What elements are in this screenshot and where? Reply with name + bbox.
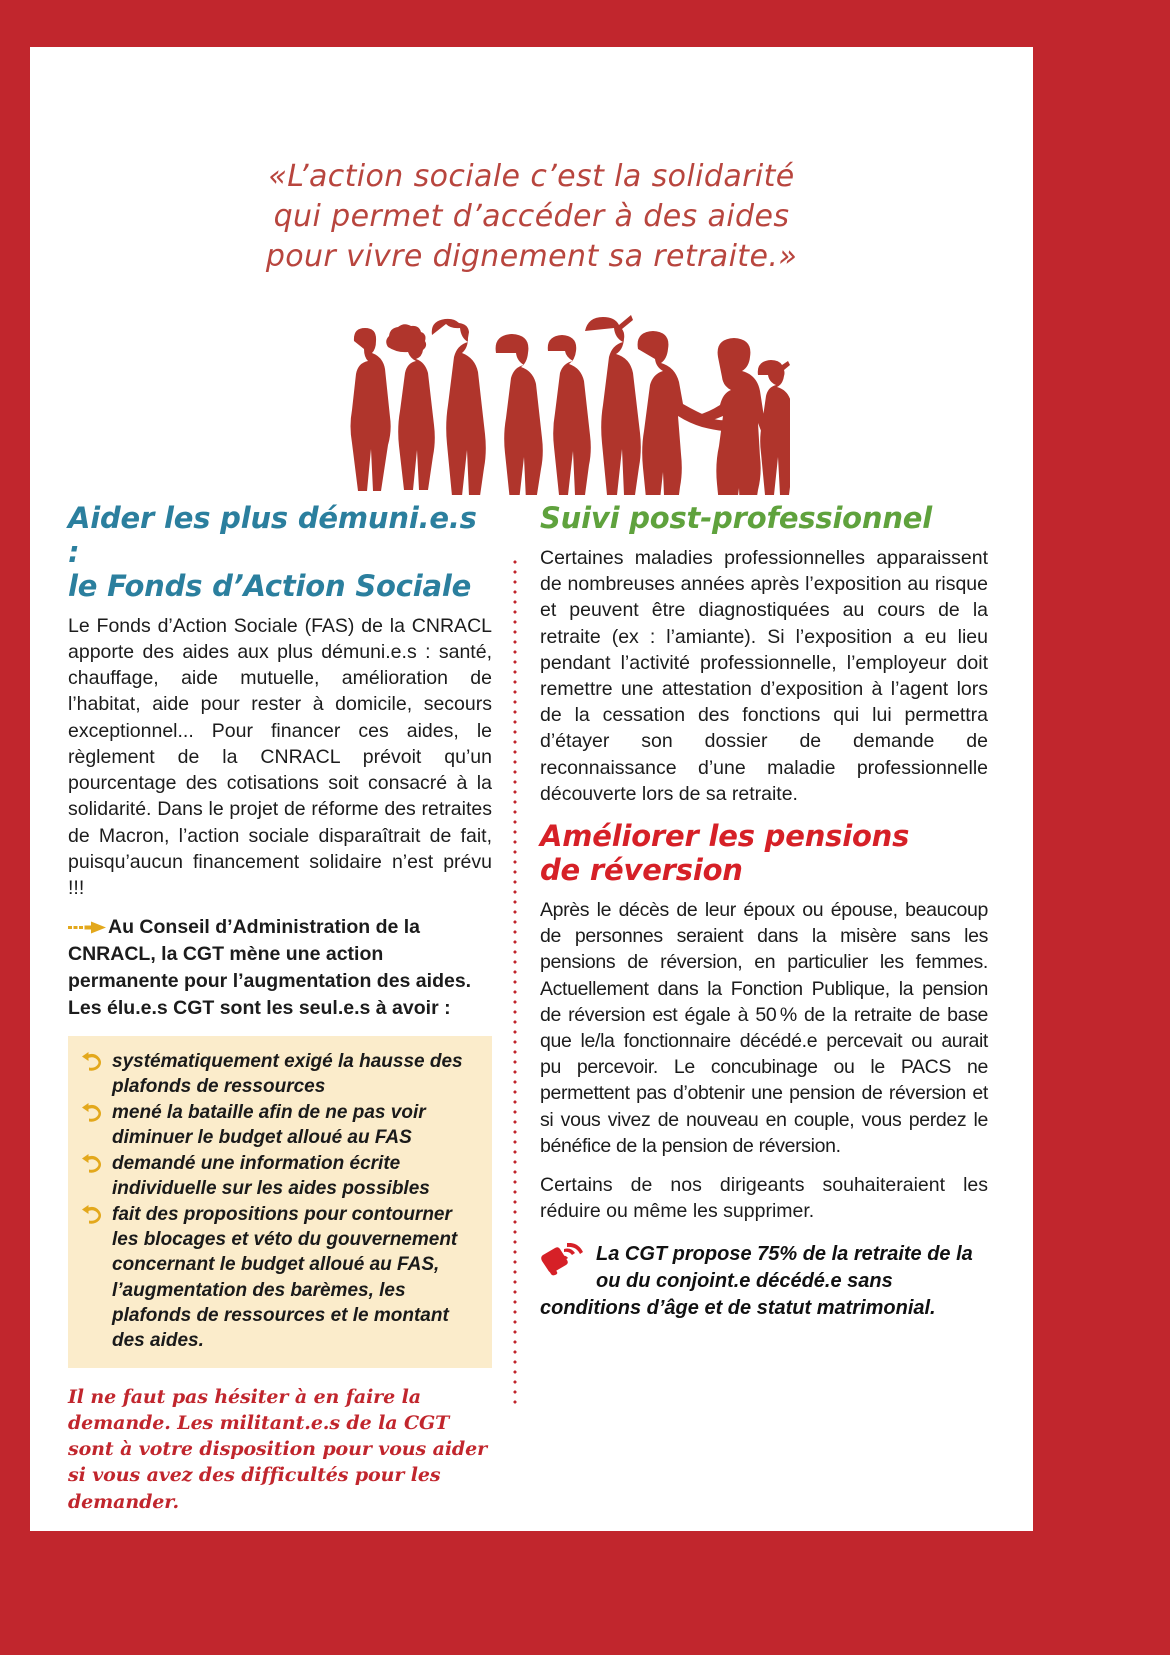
list-item	[82, 1049, 478, 1099]
article-columns	[30, 501, 1033, 1513]
list-item-text: mené la bataille afin de ne pas voir diminuer le budget alloué au FAS	[112, 1101, 426, 1149]
pull-quote-line-1: «L’action sociale c’est la solidarité	[268, 159, 795, 194]
paragraph-dirigeants: Certains de nos dirigeants souhaiteraient les réduire ou même les supprimer.	[540, 1174, 988, 1223]
arrow-right-icon	[68, 915, 106, 928]
cgt-proposal-text: La CGT propose 75% de la retraite de la ou du conjoint.e décédé.e sans conditions d’âge et de statut matrimonial.	[540, 1242, 973, 1319]
cgt-proposal-block	[540, 1241, 988, 1323]
pull-quote-line-3: pour vivre dignement sa retraite.»	[265, 238, 798, 274]
cgt-achievements-list	[82, 1049, 478, 1353]
heading-line-2: de réversion	[540, 853, 743, 888]
list-item	[82, 1100, 478, 1150]
callout-text: Au Conseil d’Administration de la CNRACL, la CGT mène une action permanente pour l’augmentation des aides. Les élu.e.s CGT sont les seul.e.s à avoir :	[68, 916, 472, 1019]
dotted-divider	[513, 557, 517, 1407]
cgt-achievements-box	[68, 1036, 492, 1368]
heading-line-1: Aider les plus démuni.e.s :	[68, 501, 477, 569]
list-item	[82, 1151, 478, 1201]
callout-conseil-administration	[68, 914, 492, 1022]
red-closing-note: Il ne faut pas hésiter à en faire la demande. Les militant.e.s de la CGT sont à votre disposition pour vous aider si vous avez des difficultés pour les demander.	[68, 1385, 488, 1513]
heading-line-2: le Fonds d’Action Sociale	[68, 568, 472, 603]
heading-ameliorer-pensions-reversion	[540, 820, 988, 888]
list-item	[82, 1202, 478, 1352]
list-item-text: demandé une information écrite individuelle sur les aides possibles	[112, 1153, 430, 1200]
curved-arrow-icon	[82, 1154, 103, 1173]
curved-arrow-icon	[82, 1205, 103, 1224]
curved-arrow-icon	[82, 1052, 103, 1071]
heading-suivi-post-professionnel: Suivi post-professionnel	[540, 501, 933, 535]
pull-quote	[30, 157, 1033, 277]
pull-quote-line-2: qui permet d’accéder à des aides	[273, 198, 790, 234]
paragraph-pensions-reversion: Après le décès de leur époux ou épouse, beaucoup de personnes seraient dans la misère sans les pensions de réversion, en particulier les femmes. Actuellement dans la Fonction Publique, la pension de réversion est égale à 50 % de la retraite de base que le/la fonctionnaire décédé.e percevait ou aurait pu percevoir. Le concubinage ou le PACS ne permettent pas d’obtenir une pension de réversion et si vous vivez de nouveau en couple, vous perdez le bénéfice de la pension de réversion.	[540, 898, 988, 1157]
megaphone-icon	[540, 1243, 586, 1277]
column-divider-wrapper	[500, 502, 528, 1432]
paragraph-suivi-post-professionnel: Certaines maladies professionnelles apparaissent de nombreuses années après l’exposition au risque et peuvent être diagnostiquées au cours de la retraite (ex : l’amiante). Si l’exposition a eu lieu pendant l’activité professionnelle, l’employeur doit remettre une attestation d’exposition à l’agent lors de la cessation des fonctions qui lui permettra d’étayer son dossier de demande de reconnaissance d’une maladie professionnelle découverte lors de sa retraite.	[540, 546, 988, 805]
list-item-text: systématiquement exigé la hausse des plafonds de ressources	[112, 1050, 463, 1097]
heading-line-1: Améliorer les pensions	[540, 819, 910, 854]
curved-arrow-icon	[82, 1103, 103, 1122]
crowd-reaching-hands-silhouette-illustration	[320, 295, 790, 495]
left-column	[30, 501, 500, 1513]
right-column	[528, 502, 998, 1432]
paragraph-fas-description: Le Fonds d’Action Sociale (FAS) de la CNRACL apporte des aides aux plus démuni.e.s : santé, chauffage, aide mutuelle, amélioration de l’habitat, aide pour rester à domicile, secours exceptionnel... Pour financer ces aides, le règlement de la CNRACL prévoit qu’un pourcentage des cotisations soit consacré à la solidarité. Dans le projet de réforme des retraites de Macron, l’action sociale disparaîtrait de fait, puisqu’aucun financement solidaire n’est prévu !!!	[68, 614, 492, 899]
list-item-text: fait des propositions pour contourner les blocages et véto du gouvernement concernant le budget alloué au FAS, l’augmentation des barèmes, les plafonds de ressources et le montant des aides.	[112, 1204, 458, 1351]
heading-fonds-action-sociale	[68, 502, 492, 604]
page-frame	[30, 47, 1033, 1531]
